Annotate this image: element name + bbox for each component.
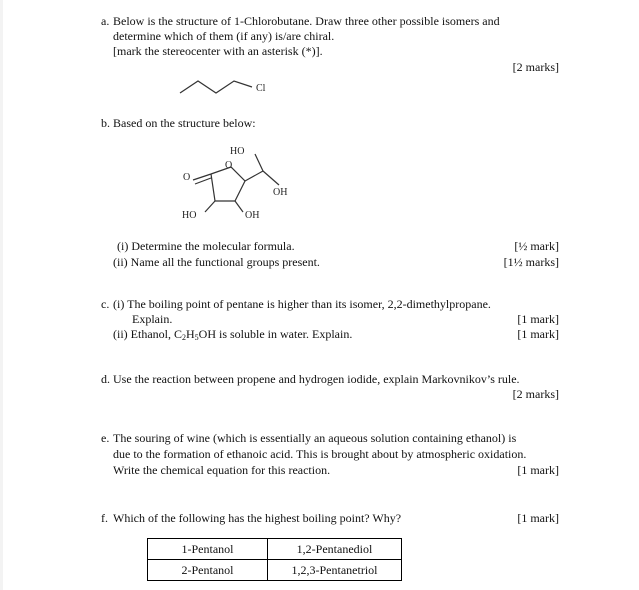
question-a-line3: [mark the stereocenter with an asterisk (*)]. (113, 44, 323, 58)
question-c-part-ii (113, 327, 352, 341)
question-d-marks: [2 marks] (512, 387, 559, 401)
question-d-text: Use the reaction between propene and hydrogen iodide, explain Markovnikov’s rule. (113, 372, 520, 386)
carbonyl-oxygen-label: O (183, 172, 191, 183)
question-f-marks: [1 mark] (517, 511, 559, 525)
ring-oxygen-label: O (225, 160, 233, 171)
oh-right-label: OH (273, 187, 288, 198)
table-cell: 1-Pentanol (148, 539, 268, 560)
table-cell: 2-Pentanol (148, 560, 268, 581)
page-edge-shadow (0, 0, 3, 590)
table-row (148, 560, 402, 581)
formula-mid: H (186, 327, 195, 341)
question-a-line2: determine which of them (if any) is/are chiral. (113, 29, 335, 43)
options-table (147, 538, 402, 581)
question-a-line1: Below is the structure of 1-Chlorobutane. Draw three other possible isomers and (113, 14, 500, 28)
question-c-part-ii-prefix: (ii) Ethanol, C (113, 327, 182, 341)
question-b-part-ii: (ii) Name all the functional groups present. (113, 255, 320, 269)
question-b-part-i: (i) Determine the molecular formula. (117, 239, 295, 253)
question-e-line1: The souring of wine (which is essentially an aqueous solution containing ethanol) is (113, 431, 517, 445)
ascorbic-acid-structure (175, 140, 295, 225)
formula-subscript-2: 5 (194, 333, 199, 342)
formula-subscript-1: 2 (182, 333, 186, 342)
question-f-letter: f. (101, 511, 108, 525)
question-c-part-i-line1: (i) The boiling point of pentane is higher than its isomer, 2,2-dimethylpropane. (113, 297, 491, 311)
ho-top-label: HO (230, 146, 245, 157)
question-c-part-i-marks: [1 mark] (517, 312, 559, 326)
question-a-marks: [2 marks] (512, 60, 559, 74)
question-e-line2: due to the formation of ethanoic acid. This is brought about by atmospheric oxidation. (113, 447, 527, 461)
question-b-part-ii-marks: [1½ marks] (503, 255, 559, 269)
table-cell: 1,2,3-Pentanetriol (268, 560, 402, 581)
question-c-part-ii-marks: [1 mark] (517, 327, 559, 341)
oh-bottom-label: OH (245, 210, 260, 221)
question-c-part-ii-suffix: OH is soluble in water. Explain. (198, 327, 353, 341)
table-cell: 1,2-Pentanediol (268, 539, 402, 560)
chlorine-label: Cl (256, 83, 266, 94)
chlorobutane-structure (180, 74, 290, 104)
question-f-text: Which of the following has the highest boiling point? Why? (113, 511, 402, 525)
ho-left-label: HO (182, 210, 197, 221)
question-b-part-i-marks: [½ mark] (514, 239, 559, 253)
question-b-intro: Based on the structure below: (113, 116, 256, 130)
question-c-letter: c. (101, 297, 110, 311)
question-e-letter: e. (101, 431, 110, 445)
question-c-part-i-line2: Explain. (132, 312, 173, 326)
table-row (148, 539, 402, 560)
question-a-letter: a. (101, 14, 110, 28)
question-b-letter: b. (101, 116, 110, 130)
question-d-letter: d. (101, 372, 110, 386)
question-e-line3: Write the chemical equation for this reaction. (113, 463, 331, 477)
question-e-marks: [1 mark] (517, 463, 559, 477)
